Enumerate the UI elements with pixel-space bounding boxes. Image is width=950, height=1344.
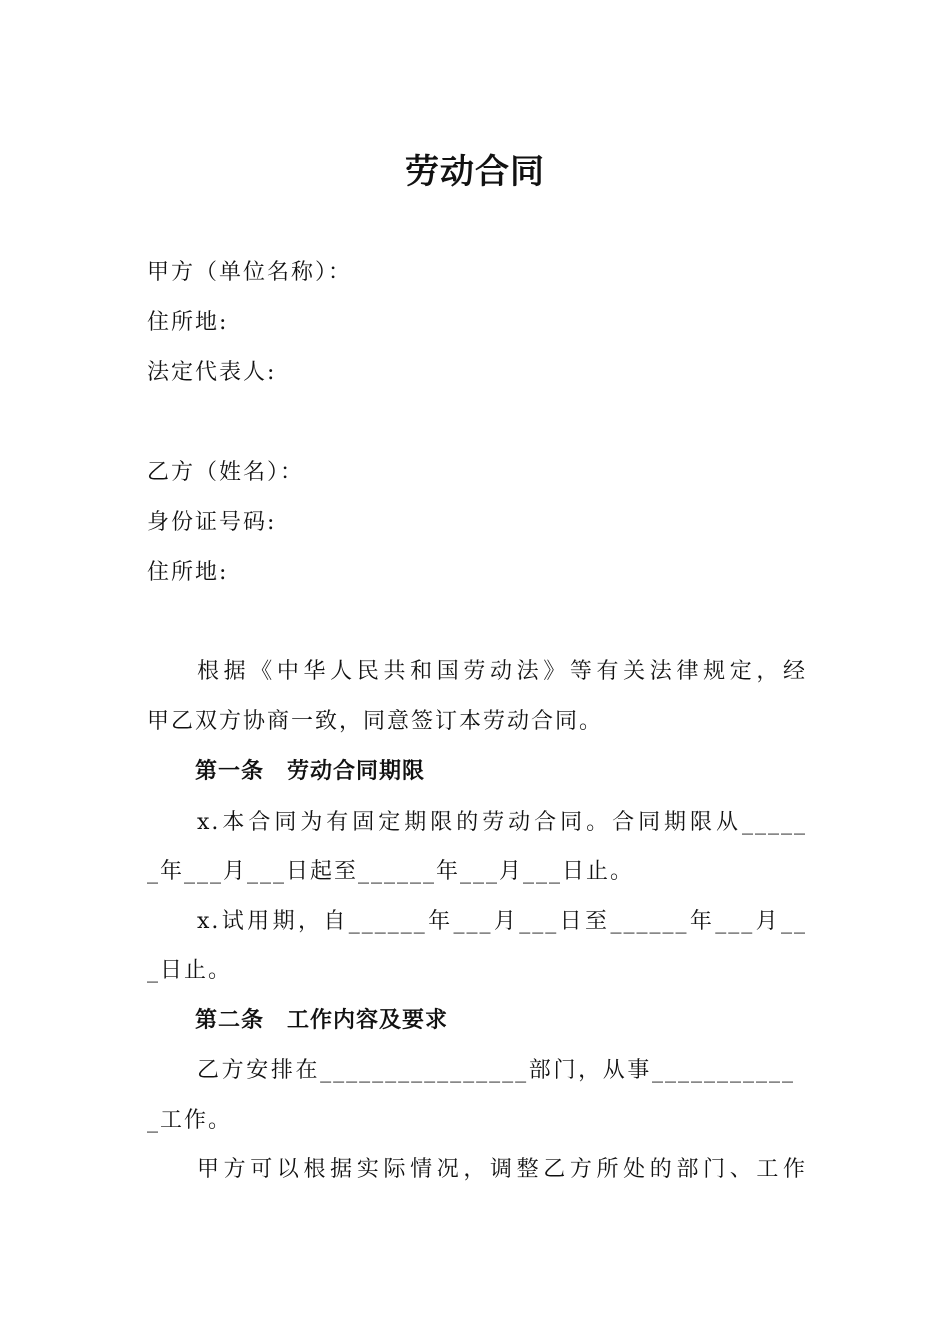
party-b-address-label: 住所地: — [147, 560, 229, 585]
party-a-rep-label: 法定代表人: — [147, 360, 277, 385]
party-a-address-label: 住所地: — [147, 310, 229, 335]
party-b-name-label: 乙方（姓名）： — [147, 460, 305, 485]
article-1-item-2-line-2: _日止。 — [147, 958, 233, 983]
intro-line-1: 根据《中华人民共和国劳动法》等有关法律规定，经 — [197, 659, 807, 684]
article-2-para-1-line-1: 乙方安排在________________部门，从事___________ — [197, 1058, 795, 1083]
article-2-para-1-line-2: _工作。 — [147, 1108, 233, 1133]
article-2-para-2-line-1: 甲方可以根据实际情况，调整乙方所处的部门、工作 — [197, 1157, 807, 1182]
article-1-item-2-line-1: x.试用期，自______年___月___日至______年___月__ — [197, 909, 807, 934]
intro-line-2: 甲乙双方协商一致，同意签订本劳动合同。 — [147, 709, 604, 734]
party-b-id-label: 身份证号码: — [147, 510, 277, 535]
article-1-item-1-line-1: x.本合同为有固定期限的劳动合同。合同期限从_____ — [197, 810, 807, 835]
article-2-heading: 第二条 工作内容及要求 — [195, 1008, 449, 1033]
article-1-item-1-line-2: _年___月___日起至______年___月___日止。 — [147, 859, 635, 884]
article-1-heading: 第一条 劳动合同期限 — [195, 759, 426, 784]
contract-title: 劳动合同 — [405, 152, 545, 192]
party-a-name-label: 甲方（单位名称）： — [147, 260, 353, 285]
